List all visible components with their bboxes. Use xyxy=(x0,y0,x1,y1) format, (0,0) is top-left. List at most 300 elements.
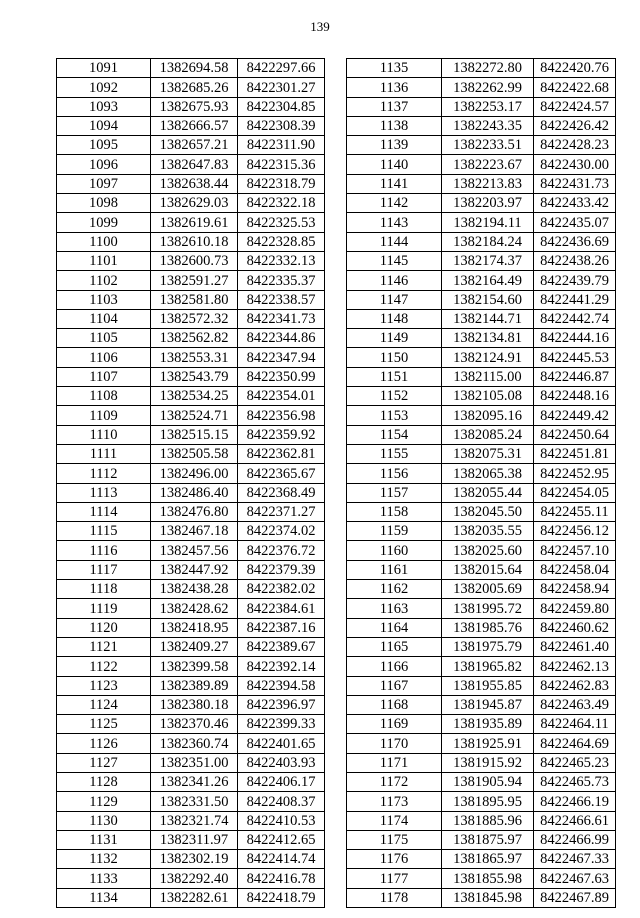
table-row xyxy=(347,792,616,811)
y-coordinate-cell: 8422389.67 xyxy=(238,637,325,656)
x-coordinate-cell: 1382610.18 xyxy=(151,232,238,251)
y-coordinate-cell: 8422431.73 xyxy=(534,174,616,193)
point-number-cell: 1160 xyxy=(347,541,442,560)
coordinates-table-right xyxy=(346,58,616,908)
x-coordinate-cell: 1381945.87 xyxy=(442,695,534,714)
point-number-cell: 1109 xyxy=(57,406,151,425)
table-row xyxy=(57,695,325,714)
point-number-cell: 1139 xyxy=(347,136,442,155)
point-number-cell: 1100 xyxy=(57,232,151,251)
y-coordinate-cell: 8422414.74 xyxy=(238,850,325,869)
y-coordinate-cell: 8422465.73 xyxy=(534,772,616,791)
x-coordinate-cell: 1382496.00 xyxy=(151,464,238,483)
y-coordinate-cell: 8422362.81 xyxy=(238,444,325,463)
x-coordinate-cell: 1382467.18 xyxy=(151,522,238,541)
table-row xyxy=(57,483,325,502)
table-row xyxy=(57,406,325,425)
x-coordinate-cell: 1382005.69 xyxy=(442,580,534,599)
table-row xyxy=(347,637,616,656)
table-row xyxy=(347,618,616,637)
point-number-cell: 1140 xyxy=(347,155,442,174)
table-row xyxy=(57,425,325,444)
x-coordinate-cell: 1381885.96 xyxy=(442,811,534,830)
table-row xyxy=(57,232,325,251)
table-row xyxy=(347,869,616,888)
x-coordinate-cell: 1381865.97 xyxy=(442,850,534,869)
table-row xyxy=(347,850,616,869)
table-row xyxy=(347,541,616,560)
y-coordinate-cell: 8422442.74 xyxy=(534,309,616,328)
table-row xyxy=(57,290,325,309)
y-coordinate-cell: 8422467.63 xyxy=(534,869,616,888)
point-number-cell: 1169 xyxy=(347,715,442,734)
x-coordinate-cell: 1382581.80 xyxy=(151,290,238,309)
y-coordinate-cell: 8422450.64 xyxy=(534,425,616,444)
point-number-cell: 1129 xyxy=(57,792,151,811)
x-coordinate-cell: 1382562.82 xyxy=(151,329,238,348)
point-number-cell: 1125 xyxy=(57,715,151,734)
table-row xyxy=(347,753,616,772)
table-row xyxy=(347,406,616,425)
point-number-cell: 1128 xyxy=(57,772,151,791)
y-coordinate-cell: 8422356.98 xyxy=(238,406,325,425)
x-coordinate-cell: 1381855.98 xyxy=(442,869,534,888)
y-coordinate-cell: 8422465.23 xyxy=(534,753,616,772)
table-row xyxy=(57,271,325,290)
x-coordinate-cell: 1382486.40 xyxy=(151,483,238,502)
table-row xyxy=(347,580,616,599)
y-coordinate-cell: 8422297.66 xyxy=(238,59,325,78)
table-row xyxy=(347,560,616,579)
y-coordinate-cell: 8422464.11 xyxy=(534,715,616,734)
y-coordinate-cell: 8422449.42 xyxy=(534,406,616,425)
y-coordinate-cell: 8422463.49 xyxy=(534,695,616,714)
table-row xyxy=(347,251,616,270)
x-coordinate-cell: 1382438.28 xyxy=(151,580,238,599)
point-number-cell: 1124 xyxy=(57,695,151,714)
x-coordinate-cell: 1381965.82 xyxy=(442,657,534,676)
x-coordinate-cell: 1382685.26 xyxy=(151,78,238,97)
table-row xyxy=(347,194,616,213)
table-row xyxy=(347,213,616,232)
y-coordinate-cell: 8422341.73 xyxy=(238,309,325,328)
x-coordinate-cell: 1382370.46 xyxy=(151,715,238,734)
y-coordinate-cell: 8422368.49 xyxy=(238,483,325,502)
table-row xyxy=(347,522,616,541)
x-coordinate-cell: 1382243.35 xyxy=(442,116,534,135)
table-row xyxy=(347,232,616,251)
point-number-cell: 1172 xyxy=(347,772,442,791)
x-coordinate-cell: 1382194.11 xyxy=(442,213,534,232)
table-row xyxy=(57,541,325,560)
table-row xyxy=(347,734,616,753)
x-coordinate-cell: 1382591.27 xyxy=(151,271,238,290)
table-row xyxy=(347,116,616,135)
table-row xyxy=(347,483,616,502)
y-coordinate-cell: 8422436.69 xyxy=(534,232,616,251)
point-number-cell: 1143 xyxy=(347,213,442,232)
point-number-cell: 1136 xyxy=(347,78,442,97)
point-number-cell: 1116 xyxy=(57,541,151,560)
table-row xyxy=(57,59,325,78)
x-coordinate-cell: 1382124.91 xyxy=(442,348,534,367)
y-coordinate-cell: 8422422.68 xyxy=(534,78,616,97)
x-coordinate-cell: 1382105.08 xyxy=(442,387,534,406)
point-number-cell: 1177 xyxy=(347,869,442,888)
coordinates-table-left xyxy=(56,58,325,908)
x-coordinate-cell: 1382213.83 xyxy=(442,174,534,193)
table-row xyxy=(57,78,325,97)
table-row xyxy=(57,618,325,637)
y-coordinate-cell: 8422462.13 xyxy=(534,657,616,676)
point-number-cell: 1120 xyxy=(57,618,151,637)
table-row xyxy=(57,97,325,116)
y-coordinate-cell: 8422322.18 xyxy=(238,194,325,213)
point-number-cell: 1161 xyxy=(347,560,442,579)
table-row xyxy=(57,522,325,541)
y-coordinate-cell: 8422344.86 xyxy=(238,329,325,348)
table-row xyxy=(57,155,325,174)
x-coordinate-cell: 1382025.60 xyxy=(442,541,534,560)
x-coordinate-cell: 1382045.50 xyxy=(442,502,534,521)
y-coordinate-cell: 8422464.69 xyxy=(534,734,616,753)
x-coordinate-cell: 1382282.61 xyxy=(151,888,238,907)
point-number-cell: 1134 xyxy=(57,888,151,907)
table-row xyxy=(57,869,325,888)
point-number-cell: 1096 xyxy=(57,155,151,174)
table-row xyxy=(347,290,616,309)
y-coordinate-cell: 8422462.83 xyxy=(534,676,616,695)
y-coordinate-cell: 8422452.95 xyxy=(534,464,616,483)
x-coordinate-cell: 1382055.44 xyxy=(442,483,534,502)
y-coordinate-cell: 8422408.37 xyxy=(238,792,325,811)
y-coordinate-cell: 8422457.10 xyxy=(534,541,616,560)
x-coordinate-cell: 1382331.50 xyxy=(151,792,238,811)
table-row xyxy=(57,444,325,463)
x-coordinate-cell: 1381955.85 xyxy=(442,676,534,695)
y-coordinate-cell: 8422410.53 xyxy=(238,811,325,830)
x-coordinate-cell: 1382085.24 xyxy=(442,425,534,444)
point-number-cell: 1104 xyxy=(57,309,151,328)
y-coordinate-cell: 8422458.04 xyxy=(534,560,616,579)
x-coordinate-cell: 1382666.57 xyxy=(151,116,238,135)
point-number-cell: 1135 xyxy=(347,59,442,78)
y-coordinate-cell: 8422304.85 xyxy=(238,97,325,116)
y-coordinate-cell: 8422396.97 xyxy=(238,695,325,714)
point-number-cell: 1113 xyxy=(57,483,151,502)
y-coordinate-cell: 8422350.99 xyxy=(238,367,325,386)
page-number: 139 xyxy=(310,19,330,34)
table-row xyxy=(57,734,325,753)
y-coordinate-cell: 8422387.16 xyxy=(238,618,325,637)
point-number-cell: 1093 xyxy=(57,97,151,116)
y-coordinate-cell: 8422446.87 xyxy=(534,367,616,386)
point-number-cell: 1114 xyxy=(57,502,151,521)
y-coordinate-cell: 8422438.26 xyxy=(534,251,616,270)
point-number-cell: 1153 xyxy=(347,406,442,425)
table-row xyxy=(347,348,616,367)
y-coordinate-cell: 8422318.79 xyxy=(238,174,325,193)
table-row xyxy=(347,599,616,618)
x-coordinate-cell: 1382341.26 xyxy=(151,772,238,791)
table-row xyxy=(347,155,616,174)
x-coordinate-cell: 1382543.79 xyxy=(151,367,238,386)
y-coordinate-cell: 8422315.36 xyxy=(238,155,325,174)
x-coordinate-cell: 1382694.58 xyxy=(151,59,238,78)
table-row xyxy=(347,695,616,714)
x-coordinate-cell: 1382134.81 xyxy=(442,329,534,348)
y-coordinate-cell: 8422454.05 xyxy=(534,483,616,502)
point-number-cell: 1137 xyxy=(347,97,442,116)
x-coordinate-cell: 1382638.44 xyxy=(151,174,238,193)
y-coordinate-cell: 8422451.81 xyxy=(534,444,616,463)
point-number-cell: 1107 xyxy=(57,367,151,386)
y-coordinate-cell: 8422406.17 xyxy=(238,772,325,791)
point-number-cell: 1162 xyxy=(347,580,442,599)
x-coordinate-cell: 1381925.91 xyxy=(442,734,534,753)
x-coordinate-cell: 1381915.92 xyxy=(442,753,534,772)
x-coordinate-cell: 1382154.60 xyxy=(442,290,534,309)
x-coordinate-cell: 1381905.94 xyxy=(442,772,534,791)
point-number-cell: 1122 xyxy=(57,657,151,676)
point-number-cell: 1163 xyxy=(347,599,442,618)
point-number-cell: 1148 xyxy=(347,309,442,328)
point-number-cell: 1102 xyxy=(57,271,151,290)
point-number-cell: 1097 xyxy=(57,174,151,193)
point-number-cell: 1155 xyxy=(347,444,442,463)
table-row xyxy=(57,753,325,772)
x-coordinate-cell: 1382629.03 xyxy=(151,194,238,213)
table-row xyxy=(347,830,616,849)
point-number-cell: 1101 xyxy=(57,251,151,270)
point-number-cell: 1168 xyxy=(347,695,442,714)
point-number-cell: 1158 xyxy=(347,502,442,521)
y-coordinate-cell: 8422459.80 xyxy=(534,599,616,618)
y-coordinate-cell: 8422441.29 xyxy=(534,290,616,309)
y-coordinate-cell: 8422460.62 xyxy=(534,618,616,637)
y-coordinate-cell: 8422428.23 xyxy=(534,136,616,155)
y-coordinate-cell: 8422445.53 xyxy=(534,348,616,367)
y-coordinate-cell: 8422403.93 xyxy=(238,753,325,772)
x-coordinate-cell: 1382311.97 xyxy=(151,830,238,849)
y-coordinate-cell: 8422458.94 xyxy=(534,580,616,599)
point-number-cell: 1138 xyxy=(347,116,442,135)
y-coordinate-cell: 8422401.65 xyxy=(238,734,325,753)
x-coordinate-cell: 1382647.83 xyxy=(151,155,238,174)
point-number-cell: 1119 xyxy=(57,599,151,618)
point-number-cell: 1157 xyxy=(347,483,442,502)
table-row xyxy=(347,329,616,348)
point-number-cell: 1099 xyxy=(57,213,151,232)
point-number-cell: 1132 xyxy=(57,850,151,869)
table-row xyxy=(347,425,616,444)
x-coordinate-cell: 1382447.92 xyxy=(151,560,238,579)
table-row xyxy=(347,715,616,734)
point-number-cell: 1091 xyxy=(57,59,151,78)
point-number-cell: 1117 xyxy=(57,560,151,579)
x-coordinate-cell: 1382515.15 xyxy=(151,425,238,444)
y-coordinate-cell: 8422308.39 xyxy=(238,116,325,135)
x-coordinate-cell: 1382619.61 xyxy=(151,213,238,232)
y-coordinate-cell: 8422461.40 xyxy=(534,637,616,656)
y-coordinate-cell: 8422384.61 xyxy=(238,599,325,618)
table-row xyxy=(57,464,325,483)
point-number-cell: 1127 xyxy=(57,753,151,772)
point-number-cell: 1152 xyxy=(347,387,442,406)
table-row xyxy=(57,309,325,328)
x-coordinate-cell: 1382292.40 xyxy=(151,869,238,888)
y-coordinate-cell: 8422466.99 xyxy=(534,830,616,849)
point-number-cell: 1147 xyxy=(347,290,442,309)
x-coordinate-cell: 1382262.99 xyxy=(442,78,534,97)
x-coordinate-cell: 1382351.00 xyxy=(151,753,238,772)
point-number-cell: 1144 xyxy=(347,232,442,251)
x-coordinate-cell: 1382272.80 xyxy=(442,59,534,78)
table-row xyxy=(57,136,325,155)
y-coordinate-cell: 8422347.94 xyxy=(238,348,325,367)
x-coordinate-cell: 1382115.00 xyxy=(442,367,534,386)
x-coordinate-cell: 1382600.73 xyxy=(151,251,238,270)
x-coordinate-cell: 1382505.58 xyxy=(151,444,238,463)
y-coordinate-cell: 8422325.53 xyxy=(238,213,325,232)
point-number-cell: 1142 xyxy=(347,194,442,213)
table-row xyxy=(347,502,616,521)
point-number-cell: 1176 xyxy=(347,850,442,869)
y-coordinate-cell: 8422466.61 xyxy=(534,811,616,830)
x-coordinate-cell: 1381875.97 xyxy=(442,830,534,849)
table-row xyxy=(57,387,325,406)
table-row xyxy=(57,502,325,521)
y-coordinate-cell: 8422311.90 xyxy=(238,136,325,155)
x-coordinate-cell: 1382457.56 xyxy=(151,541,238,560)
x-coordinate-cell: 1382253.17 xyxy=(442,97,534,116)
table-row xyxy=(57,367,325,386)
point-number-cell: 1151 xyxy=(347,367,442,386)
point-number-cell: 1121 xyxy=(57,637,151,656)
table-row xyxy=(57,329,325,348)
x-coordinate-cell: 1381935.89 xyxy=(442,715,534,734)
table-row xyxy=(347,657,616,676)
point-number-cell: 1105 xyxy=(57,329,151,348)
point-number-cell: 1103 xyxy=(57,290,151,309)
table-row xyxy=(347,271,616,290)
table-row xyxy=(347,772,616,791)
point-number-cell: 1092 xyxy=(57,78,151,97)
table-row xyxy=(347,97,616,116)
table-row xyxy=(347,464,616,483)
point-number-cell: 1149 xyxy=(347,329,442,348)
table-row xyxy=(57,580,325,599)
y-coordinate-cell: 8422374.02 xyxy=(238,522,325,541)
point-number-cell: 1115 xyxy=(57,522,151,541)
y-coordinate-cell: 8422379.39 xyxy=(238,560,325,579)
y-coordinate-cell: 8422399.33 xyxy=(238,715,325,734)
table-row xyxy=(347,309,616,328)
table-row xyxy=(347,387,616,406)
y-coordinate-cell: 8422418.79 xyxy=(238,888,325,907)
x-coordinate-cell: 1381895.95 xyxy=(442,792,534,811)
x-coordinate-cell: 1382095.16 xyxy=(442,406,534,425)
point-number-cell: 1095 xyxy=(57,136,151,155)
point-number-cell: 1170 xyxy=(347,734,442,753)
y-coordinate-cell: 8422335.37 xyxy=(238,271,325,290)
x-coordinate-cell: 1382203.97 xyxy=(442,194,534,213)
table-row xyxy=(57,251,325,270)
table-row xyxy=(347,444,616,463)
table-row xyxy=(57,637,325,656)
x-coordinate-cell: 1382399.58 xyxy=(151,657,238,676)
point-number-cell: 1159 xyxy=(347,522,442,541)
table-row xyxy=(57,811,325,830)
x-coordinate-cell: 1382164.49 xyxy=(442,271,534,290)
y-coordinate-cell: 8422371.27 xyxy=(238,502,325,521)
point-number-cell: 1098 xyxy=(57,194,151,213)
x-coordinate-cell: 1382476.80 xyxy=(151,502,238,521)
x-coordinate-cell: 1382675.93 xyxy=(151,97,238,116)
x-coordinate-cell: 1382534.25 xyxy=(151,387,238,406)
y-coordinate-cell: 8422365.67 xyxy=(238,464,325,483)
table-row xyxy=(347,811,616,830)
x-coordinate-cell: 1382418.95 xyxy=(151,618,238,637)
table-row xyxy=(57,194,325,213)
y-coordinate-cell: 8422394.58 xyxy=(238,676,325,695)
table-row xyxy=(57,599,325,618)
y-coordinate-cell: 8422455.11 xyxy=(534,502,616,521)
point-number-cell: 1178 xyxy=(347,888,442,907)
point-number-cell: 1106 xyxy=(57,348,151,367)
x-coordinate-cell: 1382015.64 xyxy=(442,560,534,579)
point-number-cell: 1174 xyxy=(347,811,442,830)
table-row xyxy=(347,59,616,78)
x-coordinate-cell: 1381985.76 xyxy=(442,618,534,637)
x-coordinate-cell: 1382075.31 xyxy=(442,444,534,463)
point-number-cell: 1165 xyxy=(347,637,442,656)
point-number-cell: 1133 xyxy=(57,869,151,888)
point-number-cell: 1131 xyxy=(57,830,151,849)
y-coordinate-cell: 8422456.12 xyxy=(534,522,616,541)
y-coordinate-cell: 8422416.78 xyxy=(238,869,325,888)
point-number-cell: 1111 xyxy=(57,444,151,463)
point-number-cell: 1175 xyxy=(347,830,442,849)
y-coordinate-cell: 8422426.42 xyxy=(534,116,616,135)
point-number-cell: 1173 xyxy=(347,792,442,811)
x-coordinate-cell: 1381975.79 xyxy=(442,637,534,656)
y-coordinate-cell: 8422382.02 xyxy=(238,580,325,599)
table-row xyxy=(57,213,325,232)
point-number-cell: 1150 xyxy=(347,348,442,367)
point-number-cell: 1094 xyxy=(57,116,151,135)
table-row xyxy=(347,676,616,695)
y-coordinate-cell: 8422328.85 xyxy=(238,232,325,251)
point-number-cell: 1118 xyxy=(57,580,151,599)
y-coordinate-cell: 8422376.72 xyxy=(238,541,325,560)
x-coordinate-cell: 1382065.38 xyxy=(442,464,534,483)
x-coordinate-cell: 1382035.55 xyxy=(442,522,534,541)
x-coordinate-cell: 1382409.27 xyxy=(151,637,238,656)
y-coordinate-cell: 8422332.13 xyxy=(238,251,325,270)
point-number-cell: 1166 xyxy=(347,657,442,676)
table-row xyxy=(347,888,616,907)
point-number-cell: 1112 xyxy=(57,464,151,483)
x-coordinate-cell: 1382321.74 xyxy=(151,811,238,830)
point-number-cell: 1164 xyxy=(347,618,442,637)
x-coordinate-cell: 1382553.31 xyxy=(151,348,238,367)
y-coordinate-cell: 8422433.42 xyxy=(534,194,616,213)
point-number-cell: 1141 xyxy=(347,174,442,193)
x-coordinate-cell: 1382233.51 xyxy=(442,136,534,155)
table-row xyxy=(347,174,616,193)
table-row xyxy=(57,560,325,579)
